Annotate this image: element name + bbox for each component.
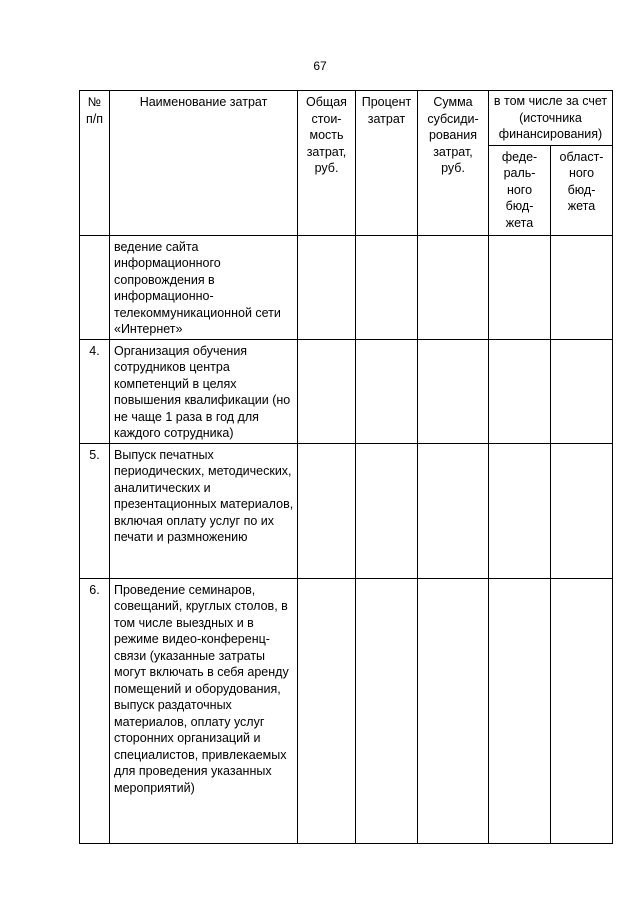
header-num: № п/п [80, 91, 110, 236]
table-row [80, 578, 613, 843]
row-number: 4. [80, 339, 110, 443]
header-percent: Процент затрат [356, 91, 418, 236]
header-including: в том числе за счет (источника финансирования) [489, 91, 613, 146]
page-number: 67 [313, 59, 327, 73]
row-name: ведение сайта информационного сопровождения в информационно-телекоммуникационной сети «Интернет» [110, 235, 298, 339]
row-number: 5. [80, 443, 110, 578]
table-row [80, 235, 613, 339]
row-number: 6. [80, 578, 110, 843]
table-row [80, 339, 613, 443]
header-name: Наименование затрат [110, 91, 298, 236]
header-subsidy: Сумма субсиди-рования затрат, руб. [418, 91, 489, 236]
row-name: Проведение семинаров, совещаний, круглых столов, в том числе выездных и в режиме видео-конференц-связи (указанные затраты могут включать в себя аренду помещений и оборудования, выпуск раздаточных материалов, оплату услуг сторонних организаций и специалистов, привлекаемых для проведения указанных мероприятий) [110, 578, 298, 843]
row-name: Выпуск печатных периодических, методических, аналитических и презентационных материалов, включая оплату услуг по их печати и размножению [110, 443, 298, 578]
row-name: Организация обучения сотрудников центра компетенций в целях повышения квалификации (но не чаще 1 раза в год для каждого сотрудника) [110, 339, 298, 443]
header-total-cost: Общая стои-мость затрат, руб. [298, 91, 356, 236]
row-number [80, 235, 110, 339]
table-row [80, 443, 613, 578]
header-regional: област-ного бюд-жета [551, 145, 613, 235]
cost-table [79, 90, 613, 844]
header-federal: феде-раль-ного бюд-жета [489, 145, 551, 235]
